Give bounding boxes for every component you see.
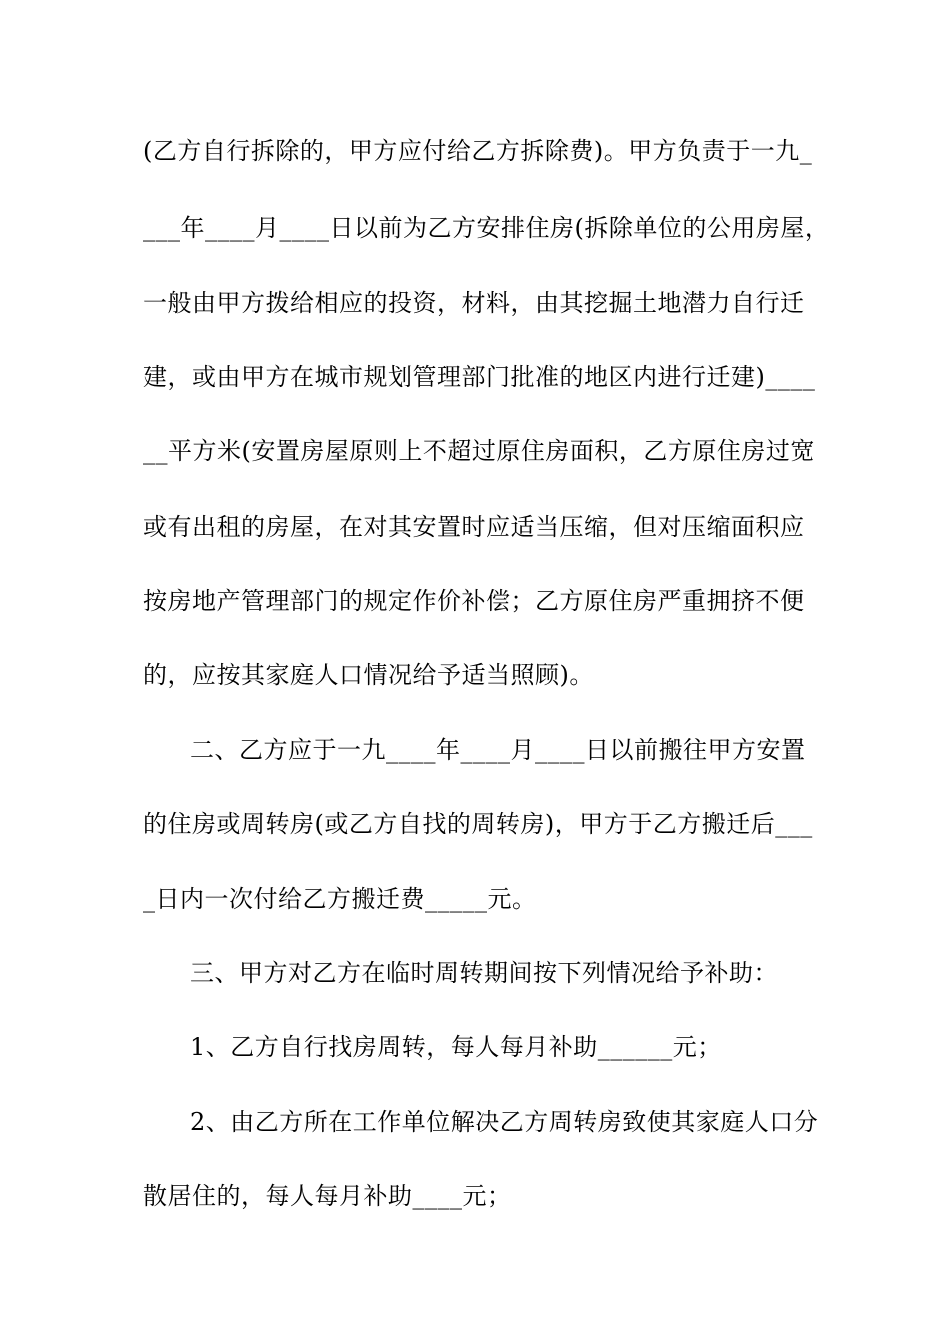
- section-heading-3: 三、甲方对乙方在临时周转期间按下列情况给予补助：: [190, 959, 778, 987]
- text-line: 建，或由甲方在城市规划管理部门批准的地区内进行迁建)____: [143, 363, 816, 391]
- list-item-1: 1、乙方自行找房周转，每人每月补助______元；: [190, 1033, 722, 1061]
- text-line: (乙方自行拆除的，甲方应付给乙方拆除费)。甲方负责于一九_: [143, 137, 813, 165]
- text-line: __平方米(安置房屋原则上不超过原住房面积，乙方原住房过宽: [143, 437, 815, 465]
- list-item-2: 2、由乙方所在工作单位解决乙方周转房致使其家庭人口分: [190, 1108, 819, 1136]
- text-line: 一般由甲方拨给相应的投资，材料，由其挖掘土地潜力自行迁: [143, 289, 805, 317]
- section-heading-2: 二、乙方应于一九____年____月____日以前搬往甲方安置: [190, 736, 806, 764]
- text-line: 的，应按其家庭人口情况给予适当照顾)。: [143, 661, 594, 689]
- text-line: _日内一次付给乙方搬迁费_____元。: [143, 885, 537, 913]
- text-line: 散居住的，每人每月补助____元；: [143, 1182, 512, 1210]
- text-line: 按房地产管理部门的规定作价补偿；乙方原住房严重拥挤不便: [143, 587, 805, 615]
- text-line: ___年____月____日以前为乙方安排住房(拆除单位的公用房屋，: [143, 214, 830, 242]
- text-line: 或有出租的房屋，在对其安置时应适当压缩，但对压缩面积应: [143, 513, 805, 541]
- text-line: 的住房或周转房(或乙方自找的周转房)，甲方于乙方搬迁后___: [143, 810, 813, 838]
